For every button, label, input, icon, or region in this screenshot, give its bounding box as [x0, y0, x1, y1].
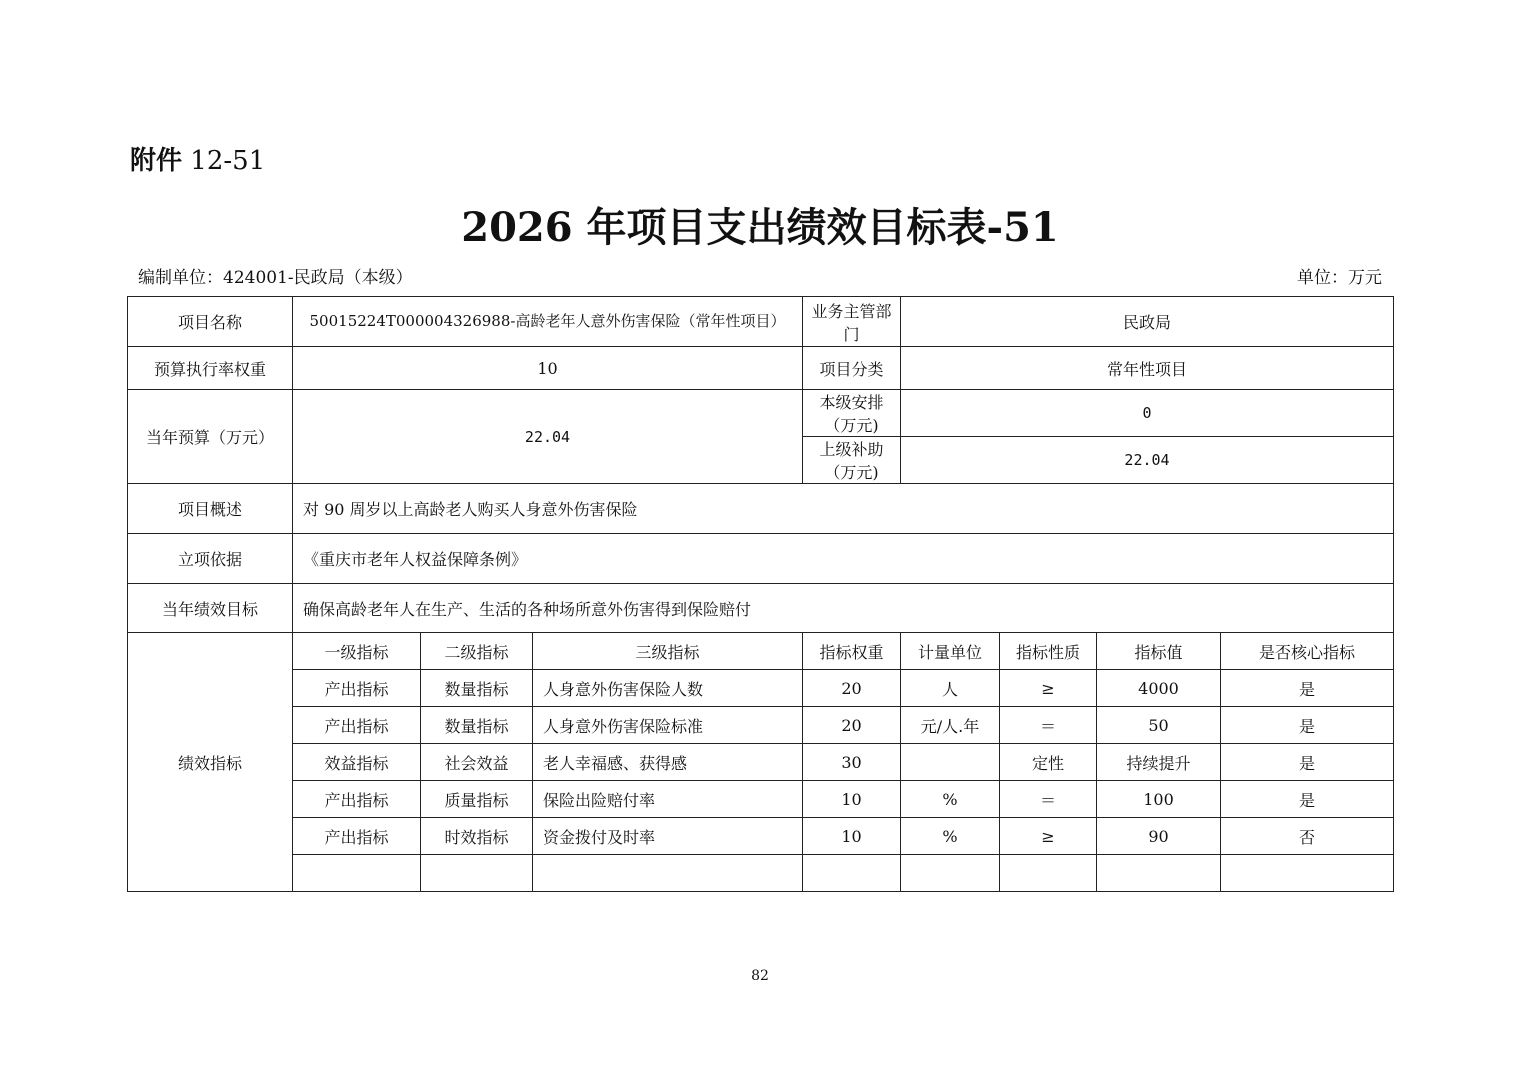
- value-cell: 持续提升: [1097, 744, 1221, 781]
- own-value: 0: [901, 390, 1394, 437]
- level2-cell: 时效指标: [421, 818, 533, 855]
- goal-value: 确保高龄老年人在生产、生活的各种场所意外伤害得到保险赔付: [293, 584, 1394, 633]
- indicator-row: [128, 707, 1394, 744]
- header-level2: 二级指标: [421, 633, 533, 670]
- header-level1: 一级指标: [293, 633, 421, 670]
- budget-label: 当年预算（万元）: [128, 390, 293, 484]
- empty-cell: [421, 855, 533, 892]
- project-name-value: 50015224T000004326988-高龄老年人意外伤害保险（常年性项目）: [293, 297, 803, 347]
- header-weight: 指标权重: [803, 633, 901, 670]
- level3-cell: 资金拨付及时率: [533, 818, 803, 855]
- empty-cell: [293, 855, 421, 892]
- attachment-label: 附件: [130, 146, 183, 176]
- level2-cell: 数量指标: [421, 707, 533, 744]
- performance-table: [127, 296, 1394, 892]
- weight-cell: 10: [803, 781, 901, 818]
- currency-unit: 单位：万元: [1297, 268, 1382, 288]
- own-label: 本级安排（万元): [803, 390, 901, 437]
- upper-value: 22.04: [901, 437, 1394, 484]
- category-value: 常年性项目: [901, 347, 1394, 390]
- page-number: 82: [751, 968, 769, 984]
- value-cell: 50: [1097, 707, 1221, 744]
- header-value: 指标值: [1097, 633, 1221, 670]
- table-row: [128, 347, 1394, 390]
- goal-label: 当年绩效目标: [128, 584, 293, 633]
- basis-label: 立项依据: [128, 534, 293, 584]
- table-row: [128, 534, 1394, 584]
- empty-cell: [1221, 855, 1394, 892]
- empty-cell: [1000, 855, 1097, 892]
- level3-cell: 老人幸福感、获得感: [533, 744, 803, 781]
- unit-cell: 人: [901, 670, 1000, 707]
- value-cell: 90: [1097, 818, 1221, 855]
- weight-cell: 20: [803, 707, 901, 744]
- level1-cell: 产出指标: [293, 707, 421, 744]
- unit-cell: %: [901, 781, 1000, 818]
- level2-cell: 社会效益: [421, 744, 533, 781]
- attachment-num: 12-51: [190, 146, 266, 176]
- weight-cell: 20: [803, 670, 901, 707]
- table-row: [128, 484, 1394, 534]
- header-core: 是否核心指标: [1221, 633, 1394, 670]
- value-cell: 4000: [1097, 670, 1221, 707]
- table-row: [128, 297, 1394, 347]
- indicators-label: 绩效指标: [128, 633, 293, 892]
- dept-label: 业务主管部门: [803, 297, 901, 347]
- empty-cell: [533, 855, 803, 892]
- budget-value: 22.04: [293, 390, 803, 484]
- level1-cell: 产出指标: [293, 670, 421, 707]
- core-cell: 是: [1221, 707, 1394, 744]
- empty-cell: [1097, 855, 1221, 892]
- unit-cell: %: [901, 818, 1000, 855]
- weight-cell: 10: [803, 818, 901, 855]
- indicator-row: [128, 818, 1394, 855]
- value-cell: 100: [1097, 781, 1221, 818]
- nature-cell: ≥: [1000, 670, 1097, 707]
- header-unit: 计量单位: [901, 633, 1000, 670]
- weight-cell: 30: [803, 744, 901, 781]
- core-cell: 是: [1221, 744, 1394, 781]
- empty-cell: [803, 855, 901, 892]
- header-level3: 三级指标: [533, 633, 803, 670]
- indicator-row: [128, 744, 1394, 781]
- upper-label: 上级补助（万元): [803, 437, 901, 484]
- attachment-number: [130, 143, 265, 179]
- page-title: 2026 年项目支出绩效目标表-51: [461, 204, 1059, 251]
- level2-cell: 数量指标: [421, 670, 533, 707]
- level1-cell: 产出指标: [293, 781, 421, 818]
- overview-label: 项目概述: [128, 484, 293, 534]
- overview-value: 对 90 周岁以上高龄老人购买人身意外伤害保险: [293, 484, 1394, 534]
- level1-cell: 效益指标: [293, 744, 421, 781]
- indicator-row: [128, 781, 1394, 818]
- empty-cell: [901, 855, 1000, 892]
- table-row: [128, 584, 1394, 633]
- weight-value: 10: [293, 347, 803, 390]
- core-cell: 否: [1221, 818, 1394, 855]
- project-name-label: 项目名称: [128, 297, 293, 347]
- unit-cell: 元/人.年: [901, 707, 1000, 744]
- indicator-row: [128, 670, 1394, 707]
- core-cell: 是: [1221, 670, 1394, 707]
- unit-cell: [901, 744, 1000, 781]
- level3-cell: 人身意外伤害保险人数: [533, 670, 803, 707]
- indicator-row-empty: [128, 855, 1394, 892]
- level1-cell: 产出指标: [293, 818, 421, 855]
- header-nature: 指标性质: [1000, 633, 1097, 670]
- nature-cell: ＝: [1000, 781, 1097, 818]
- level2-cell: 质量指标: [421, 781, 533, 818]
- weight-label: 预算执行率权重: [128, 347, 293, 390]
- dept-value: 民政局: [901, 297, 1394, 347]
- nature-cell: ＝: [1000, 707, 1097, 744]
- indicator-header-row: [128, 633, 1394, 670]
- nature-cell: 定性: [1000, 744, 1097, 781]
- compiling-unit: 编制单位：424001-民政局（本级）: [138, 268, 413, 288]
- level3-cell: 保险出险赔付率: [533, 781, 803, 818]
- basis-value: 《重庆市老年人权益保障条例》: [293, 534, 1394, 584]
- nature-cell: ≥: [1000, 818, 1097, 855]
- core-cell: 是: [1221, 781, 1394, 818]
- table-row: [128, 390, 1394, 437]
- level3-cell: 人身意外伤害保险标准: [533, 707, 803, 744]
- category-label: 项目分类: [803, 347, 901, 390]
